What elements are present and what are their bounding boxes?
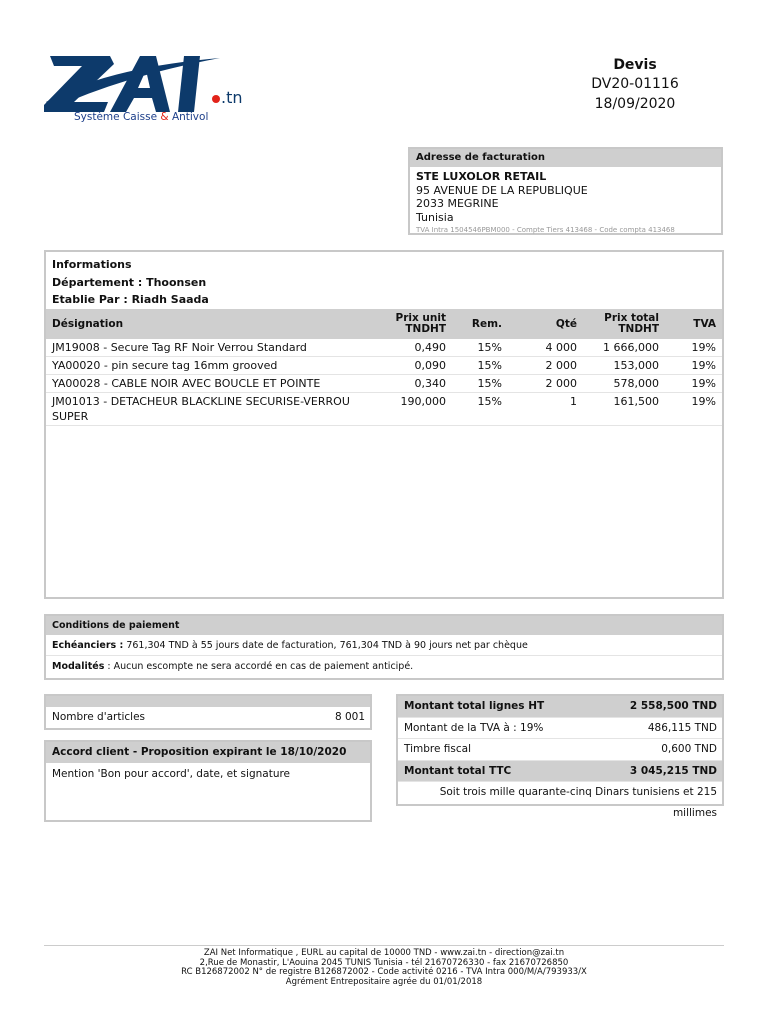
document-header xyxy=(580,56,690,114)
table-row xyxy=(46,339,722,357)
page-footer xyxy=(44,945,724,987)
client-agreement-header: Accord client - Proposition expirant le 18/10/2020 xyxy=(46,742,370,763)
table-row xyxy=(46,393,722,426)
col-header-designation: Désignation xyxy=(52,317,124,330)
cell-vat: 19% xyxy=(665,393,722,426)
totals-box xyxy=(396,694,724,819)
vat-label: Montant de la TVA à : 19% xyxy=(404,721,544,734)
vat-value: 486,115 TND xyxy=(647,721,717,734)
total-in-words: Soit trois mille quarante-cinq Dinars tunisiens et 215 millimes xyxy=(439,786,717,819)
table-row xyxy=(46,357,722,375)
cell-unit-price: 0,340 xyxy=(388,375,452,393)
slogan-text-2: Antivol xyxy=(171,111,209,123)
customer-city: 2033 MEGRINE xyxy=(416,197,499,210)
payment-conditions-box xyxy=(44,614,724,680)
col-header-discount: Rem. xyxy=(471,317,502,330)
slogan-text: Système Caisse xyxy=(74,111,158,123)
info-department: Département : Thoonsen xyxy=(52,275,207,289)
billing-address-box xyxy=(408,147,723,235)
customer-street: 95 AVENUE DE LA REPUBLIQUE xyxy=(416,183,588,197)
document-date: 18/09/2020 xyxy=(594,96,676,112)
cell-unit-price: 190,000 xyxy=(388,393,452,426)
customer-tax-info: TVA Intra 1504546PBM000 - Compte Tiers 413468 - Code compta 413468 xyxy=(416,226,675,234)
cell-unit-price: 0,090 xyxy=(388,357,452,375)
table-header-row xyxy=(46,309,722,339)
table-row xyxy=(46,375,722,393)
cell-total: 161,500 xyxy=(583,393,665,426)
document-number: DV20-01116 xyxy=(591,76,679,92)
info-section xyxy=(46,252,722,309)
cell-total: 153,000 xyxy=(583,357,665,375)
cell-designation: YA00020 - pin secure tag 16mm grooved xyxy=(46,357,388,375)
cell-qty: 1 xyxy=(508,393,583,426)
col-header-unit-price: Prix unit TNDHT xyxy=(395,312,446,335)
payment-terms-text: : Aucun escompte ne sera accordé en cas de paiement anticipé. xyxy=(107,661,414,672)
quote-lines-box xyxy=(44,250,724,599)
stamp-label: Timbre fiscal xyxy=(404,743,471,755)
total-ht-value: 2 558,500 TND xyxy=(629,700,717,712)
document-type: Devis xyxy=(613,57,657,73)
article-count-label: Nombre d'articles xyxy=(52,711,146,723)
footer-line-company: ZAI Net Informatique , EURL au capital de 10000 TND - www.zai.tn - direction@zai.tn xyxy=(203,948,565,958)
article-count-header xyxy=(46,696,370,707)
cell-qty: 2 000 xyxy=(508,375,583,393)
customer-name: STE LUXOLOR RETAIL xyxy=(416,170,547,183)
cell-discount: 15% xyxy=(452,357,508,375)
cell-discount: 15% xyxy=(452,339,508,357)
payment-schedule-label: Echéanciers : xyxy=(52,640,124,651)
slogan-ampersand: & xyxy=(160,111,169,123)
customer-country: Tunisia xyxy=(416,210,454,224)
vat-row xyxy=(398,718,722,740)
col-header-qty: Qté xyxy=(555,317,577,330)
cell-unit-price: 0,490 xyxy=(388,339,452,357)
cell-vat: 19% xyxy=(665,357,722,375)
info-issued-by: Etablie Par : Riadh Saada xyxy=(52,293,209,306)
svg-text:.tn: .tn xyxy=(221,88,243,107)
cell-total: 1 666,000 xyxy=(583,339,665,357)
cell-vat: 19% xyxy=(665,375,722,393)
footer-line-address: 2,Rue de Monastir, L'Aouina 2045 TUNIS Tunisia - tél 21670726330 - fax 21670726850 xyxy=(199,957,569,968)
client-agreement-box xyxy=(44,740,372,822)
col-header-total: Prix total TNDHT xyxy=(604,312,659,335)
payment-conditions-header: Conditions de paiement xyxy=(46,616,722,635)
cell-qty: 4 000 xyxy=(508,339,583,357)
lines-table xyxy=(46,309,722,426)
total-ttc-value: 3 045,215 TND xyxy=(629,764,717,777)
total-ttc-label: Montant total TTC xyxy=(404,764,512,777)
cell-total: 578,000 xyxy=(583,375,665,393)
logo-slogan xyxy=(74,111,208,123)
col-header-vat: TVA xyxy=(693,317,716,330)
info-title: Informations xyxy=(52,258,132,271)
footer-line-agreement: Agrément Entrepositaire agrée du 01/01/2018 xyxy=(285,976,483,987)
total-ht-row xyxy=(398,696,722,718)
cell-designation: JM19008 - Secure Tag RF Noir Verrou Standard xyxy=(46,339,388,357)
article-count-value: 8 001 xyxy=(334,711,365,723)
stamp-value: 0,600 TND xyxy=(661,743,717,755)
payment-schedule-text: 761,304 TND à 55 jours date de facturation, 761,304 TND à 90 jours net par chèque xyxy=(126,640,528,651)
cell-discount: 15% xyxy=(452,393,508,426)
cell-vat: 19% xyxy=(665,339,722,357)
client-agreement-body: Mention 'Bon pour accord', date, et signature xyxy=(52,768,291,780)
billing-address-header: Adresse de facturation xyxy=(410,149,721,167)
stamp-row xyxy=(398,739,722,761)
cell-qty: 2 000 xyxy=(508,357,583,375)
payment-terms-row xyxy=(46,656,722,677)
total-ttc-row xyxy=(398,761,722,783)
cell-discount: 15% xyxy=(452,375,508,393)
footer-line-registration: RC B126872002 N° de registre B126872002 - Code activité 0216 - TVA Intra 000/M/A/793933/X xyxy=(181,967,587,977)
total-ht-label: Montant total lignes HT xyxy=(404,700,545,712)
cell-designation: YA00028 - CABLE NOIR AVEC BOUCLE ET POINTE xyxy=(46,375,388,393)
payment-schedule-row xyxy=(46,635,722,656)
cell-designation: JM01013 - DETACHEUR BLACKLINE SECURISE-VERROU SUPER xyxy=(46,393,388,426)
article-count-box xyxy=(44,694,372,730)
payment-terms-label: Modalités xyxy=(52,661,105,672)
